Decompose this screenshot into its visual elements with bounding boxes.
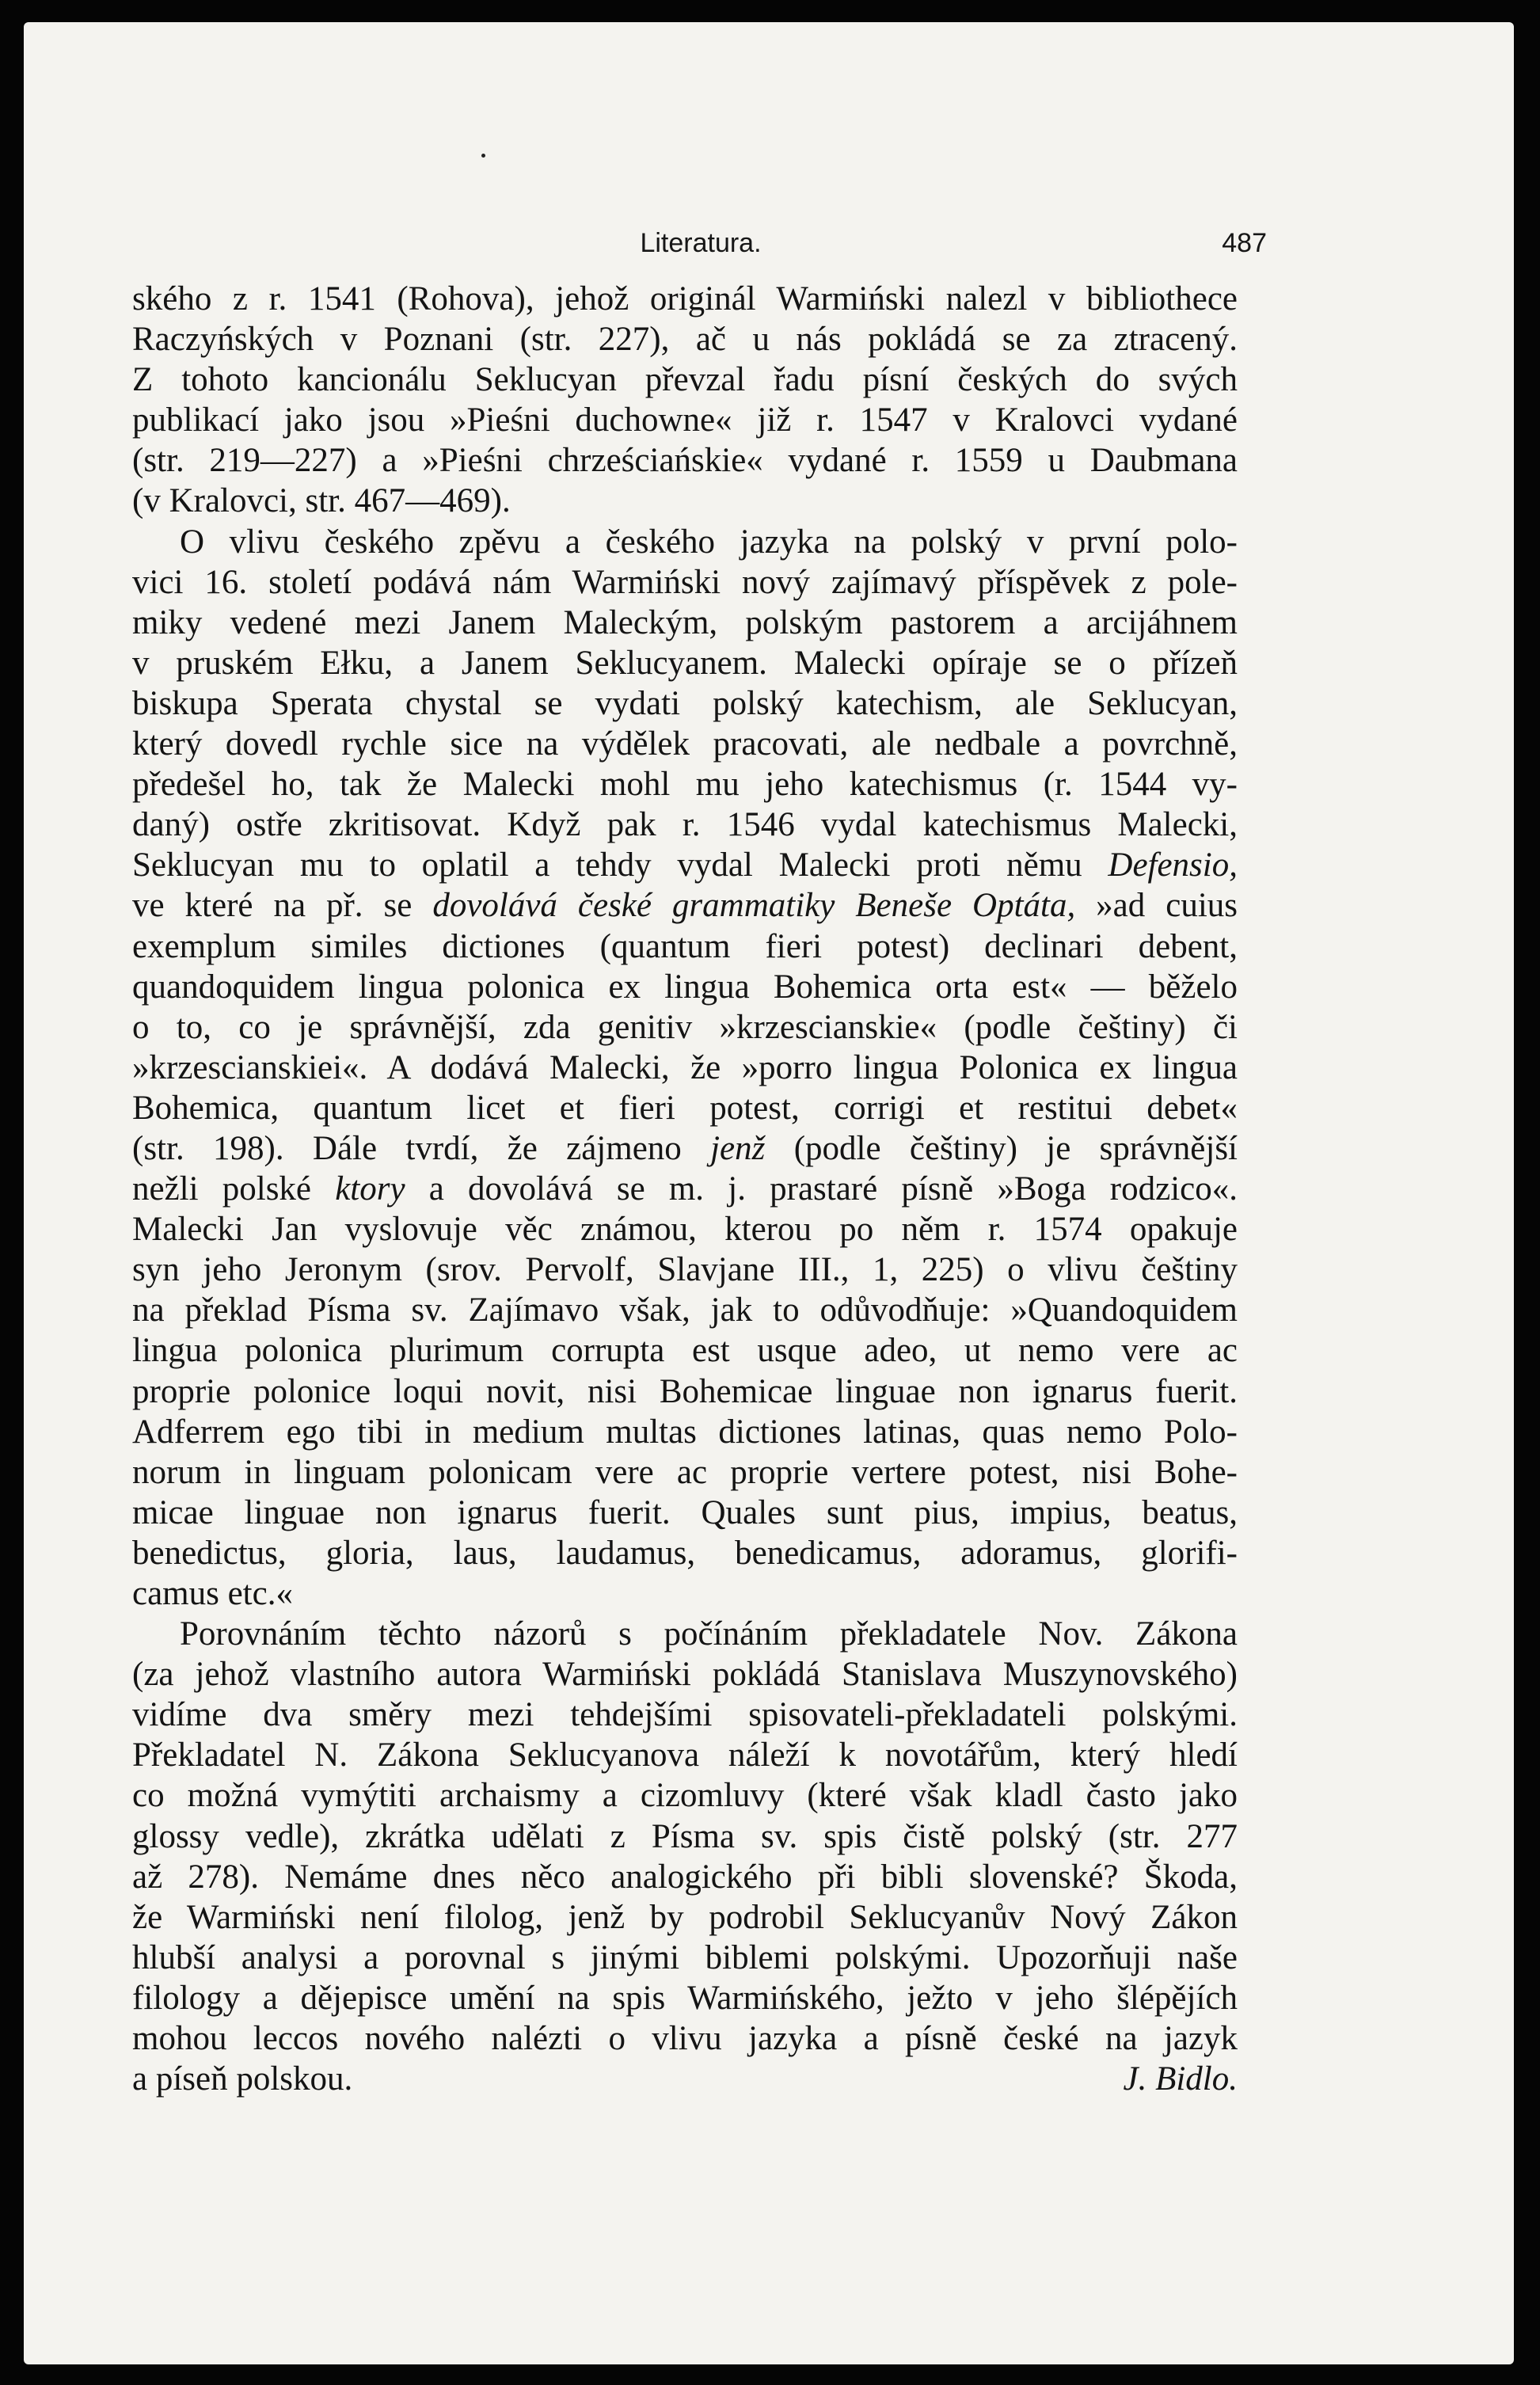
text-line [132, 885, 1238, 926]
text-line: camus etc.« [132, 1575, 293, 1612]
text-line: (za jehož vlastního autora Warmiński pokládá Stanislava Muszynovského) [132, 1656, 1238, 1694]
text-line: glossy vedle), zkrátka udělati z Písma sv. spis čistě polský (str. 277 [132, 1817, 1238, 1855]
text-line: Malecki Jan vyslovuje věc známou, kterou po něm r. 1574 opakuje [132, 1211, 1238, 1249]
text-run: (str. 198). Dále tvrdí, že zájmeno [132, 1129, 711, 1167]
text-run: Seklucyan mu to oplatil a tehdy vydal Malecki proti němu [132, 846, 1108, 884]
text-line: Porovnáním těchto názorů s počínáním překladatele Nov. Zákona [180, 1615, 1238, 1653]
text-line [132, 845, 1238, 885]
text-line: že Warmiński není filolog, jenž by podrobil Seklucyanův Nový Zákon [132, 1898, 1238, 1936]
closing-line [132, 2059, 1238, 2099]
text-line: benedictus, gloria, laus, laudamus, benedicamus, adoramus, glorifi- [132, 1534, 1238, 1572]
text-line: syn jeho Jeronym (srov. Pervolf, Slavjane III., 1, 225) o vlivu češtiny [132, 1251, 1238, 1289]
italic-title: dovolává české grammatiky Beneše Optáta, [432, 887, 1076, 925]
text-line: (v Kralovci, str. 467—469). [132, 482, 511, 520]
text-run: nežli polské [132, 1170, 336, 1208]
text-line: o to, co je správnější, zda genitiv »krzescianskie« (podle češtiny) či [132, 1008, 1238, 1046]
text-run: a dovolává se m. j. prastaré písně »Boga rodzico«. [405, 1170, 1238, 1208]
page-header [135, 222, 1267, 269]
text-line: micae linguae non ignarus fuerit. Quales sunt pius, impius, beatus, [132, 1493, 1238, 1531]
text-line: lingua polonica plurimum corrupta est usque adeo, ut nemo vere ac [132, 1332, 1238, 1370]
text-line: daný) ostře zkritisovat. Když pak r. 1546 vydal katechismus Malecki, [132, 806, 1238, 844]
text-line: quandoquidem lingua polonica ex lingua Bohemica orta est« — běželo [132, 968, 1238, 1006]
text-line: (str. 219—227) a »Pieśni chrześciańskie« vydané r. 1559 u Daubmana [132, 442, 1238, 480]
text-line: ského z r. 1541 (Rohova), jehož originál Warmiński nalezl v bibliothece [132, 280, 1238, 318]
text-line [132, 1169, 1238, 1209]
text-line: miky vedené mezi Janem Maleckým, polským pastorem a arcijáhnem [132, 603, 1238, 641]
italic-title: jenž [710, 1129, 766, 1167]
text-line: vidíme dva směry mezi tehdejšími spisovateli-překladateli polskými. [132, 1696, 1238, 1734]
text-line: co možná vymýtiti archaismy a cizomluvy (které však kladl často jako [132, 1777, 1238, 1815]
text-line: Adferrem ego tibi in medium multas dictiones latinas, quas nemo Polo- [132, 1413, 1238, 1451]
running-title: Literatura. [640, 228, 762, 258]
text-line: Bohemica, quantum licet et fieri potest, corrigi et restitui debet« [132, 1089, 1238, 1127]
author-signature: J. Bidlo. [1123, 2060, 1238, 2098]
text-line: hlubší analysi a porovnal s jinými biblemi polskými. Upozorňuji naše [132, 1938, 1238, 1976]
text-line: »krzescianskiei«. A dodává Malecki, že »porro lingua Polonica ex lingua [132, 1048, 1238, 1086]
text-line: norum in linguam polonicam vere ac proprie vertere potest, nisi Bohe- [132, 1453, 1238, 1491]
text-run: ve které na př. se [132, 887, 433, 925]
text-line [132, 1128, 1238, 1169]
text-line: mohou leccos nového nalézti o vlivu jazyka a písně české na jazyk [132, 2020, 1238, 2058]
text-line: až 278). Nemáme dnes něco analogického při bibli slovenské? Škoda, [132, 1858, 1238, 1896]
closing-text: a píseň polskou. [132, 2060, 353, 2098]
text-run: »ad cuius [1075, 887, 1238, 925]
text-line: předešel ho, tak že Malecki mohl mu jeho katechismus (r. 1544 vy- [132, 766, 1238, 804]
italic-title: Defensio, [1108, 846, 1238, 884]
text-line: filology a dějepisce umění na spis Warmińského, ježto v jeho šlépějích [132, 1979, 1238, 2017]
text-line: Z tohoto kancionálu Seklucyan převzal řadu písní českých do svých [132, 361, 1238, 399]
italic-title: ktory [335, 1170, 405, 1208]
text-line: na překlad Písma sv. Zajímavo však, jak to odůvodňuje: »Quandoquidem [132, 1291, 1238, 1329]
body-text [132, 279, 1238, 2099]
text-line: Raczyńských v Poznani (str. 227), ač u nás pokládá se za ztracený. [132, 321, 1238, 359]
text-line: vici 16. století podává nám Warmiński nový zajímavý příspěvek z pole- [132, 563, 1238, 601]
text-line: proprie polonice loqui novit, nisi Bohemicae linguae non ignarus fuerit. [132, 1372, 1238, 1410]
text-line: O vlivu českého zpěvu a českého jazyka na polský v první polo- [180, 523, 1238, 561]
text-line: Překladatel N. Zákona Seklucyanova náleží k novotářům, který hledí [132, 1736, 1238, 1774]
text-run: (podle češtiny) je správnější [765, 1129, 1238, 1167]
text-line: biskupa Sperata chystal se vydati polský katechism, ale Seklucyan, [132, 684, 1238, 722]
text-line: v pruském Ełku, a Janem Seklucyanem. Malecki opíraje se o přízeň [132, 644, 1238, 682]
speck-mark [481, 154, 485, 158]
text-line: publikací jako jsou »Pieśni duchowne« již r. 1547 v Kralovci vydané [132, 401, 1238, 439]
text-line: exemplum similes dictiones (quantum fieri potest) declinari debent, [132, 927, 1238, 965]
page-number: 487 [1222, 228, 1267, 258]
text-line: který dovedl rychle sice na výdělek pracovati, ale nedbale a povrchně, [132, 725, 1238, 763]
